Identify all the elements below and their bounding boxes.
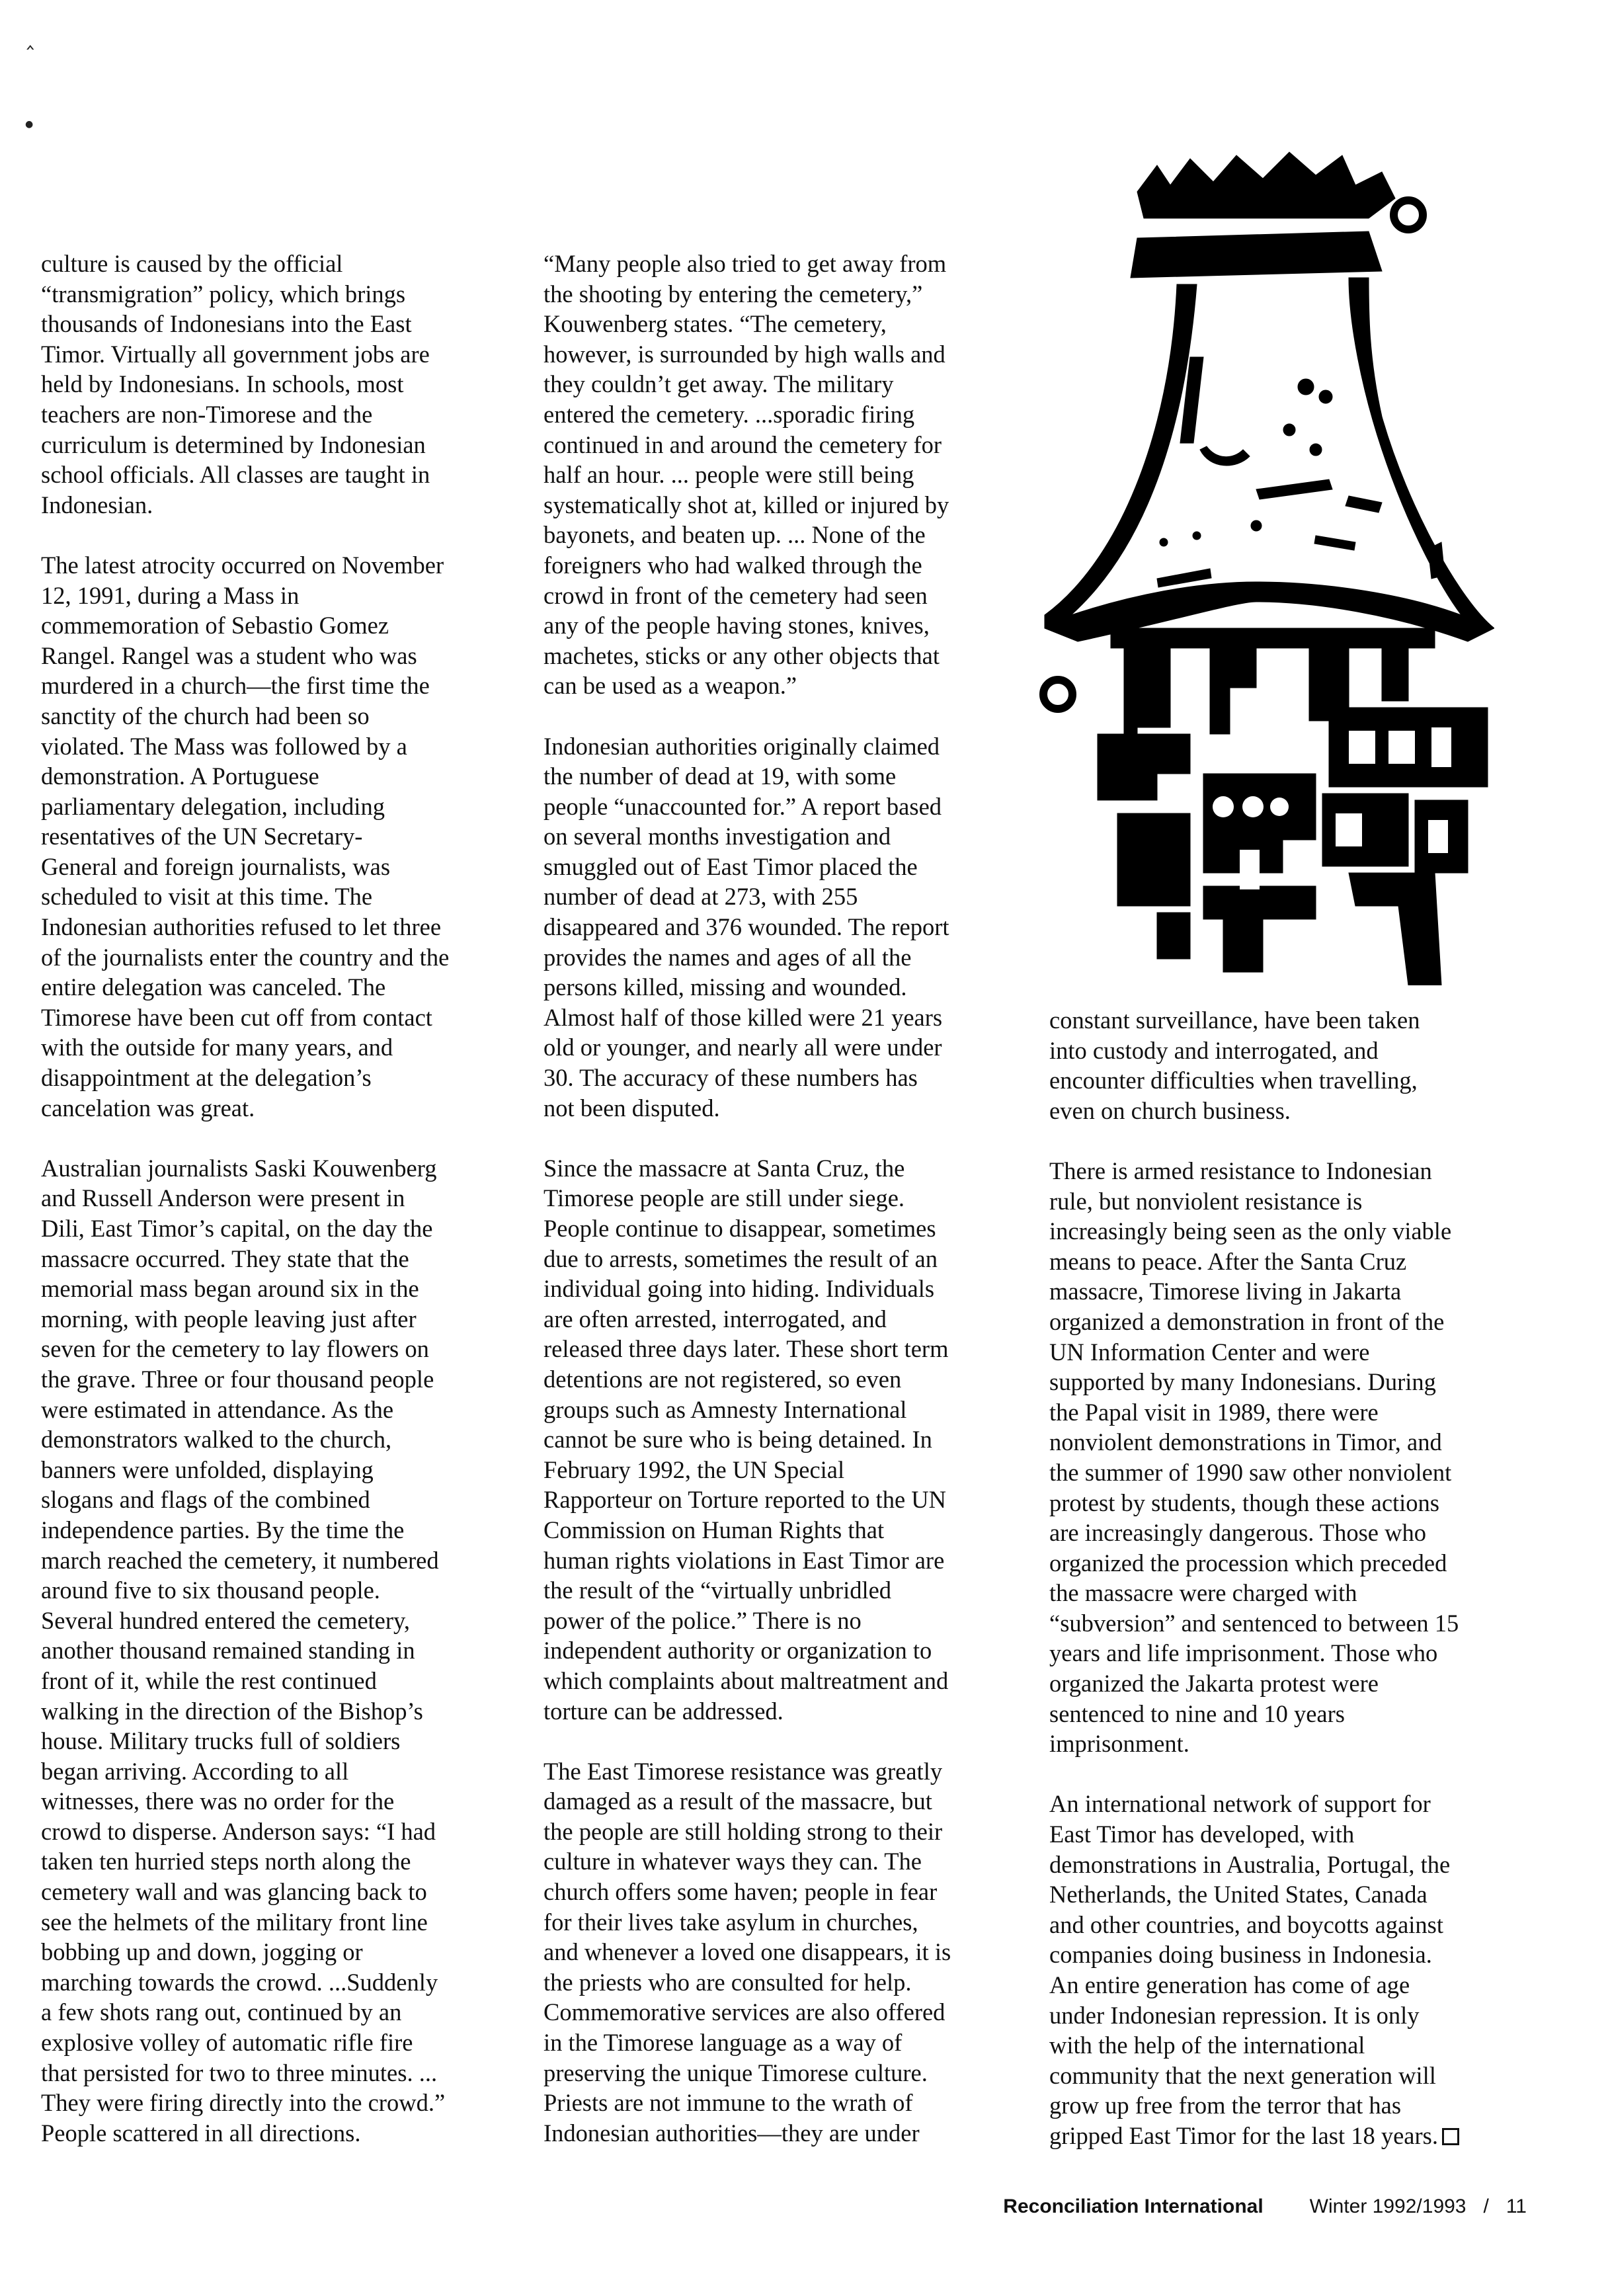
text-line: teachers are non-Timorese and the [41,400,373,428]
text-line: increasingly being seen as the only viable [1049,1217,1452,1245]
text-line: organized a demonstration in front of the [1049,1307,1445,1335]
text-line: due to arrests, sometimes the result of an [543,1245,938,1272]
text-line: Commemorative services are also offered [543,1998,945,2026]
text-line: not been disputed. [543,1094,720,1122]
text-line: number of dead at 273, with 255 [543,883,858,911]
footer-separator: / [1483,2195,1489,2217]
text-line: crowd in front of the cemetery had seen [543,581,928,609]
text-line: the number of dead at 19, with some [543,762,897,790]
text-line: Timorese have been cut off from contact [41,1003,432,1031]
text-line: with the help of the international [1049,2031,1365,2059]
text-line: smuggled out of East Timor placed the [543,852,918,880]
paragraph [41,249,449,520]
text-line: Timor. Virtually all government jobs are [41,340,430,368]
text-line: the massacre were charged with [1049,1579,1357,1607]
text-line: encounter difficulties when travelling, [1049,1067,1418,1094]
text-line: half an hour. ... people were still being [543,461,914,489]
text-line: human rights violations in East Timor are [543,1546,945,1574]
text-line: culture is caused by the official [41,250,343,277]
text-line: Dili, East Timor’s capital, on the day the [41,1215,433,1242]
text-line: Rangel. Rangel was a student who was [41,641,417,669]
text-line: crowd to disperse. Anderson says: “I had [41,1817,436,1845]
text-line: detentions are not registered, so even [543,1365,902,1393]
text-line: damaged as a result of the massacre, but [543,1787,932,1815]
text-line: disappeared and 376 wounded. The report [543,913,949,941]
text-line: on several months investigation and [543,823,891,850]
text-line: The latest atrocity occurred on November [41,551,444,579]
text-line: organized the Jakarta protest were [1049,1670,1379,1698]
text-line: sanctity of the church had been so [41,702,370,729]
text-line: An entire generation has come of age [1049,1971,1410,1998]
text-line: February 1992, the UN Special [543,1456,845,1483]
text-line: bobbing up and down, jogging or [41,1938,363,1966]
text-line: “Many people also tried to get away from [543,250,947,277]
text-line: they couldn’t get away. The military [543,370,894,398]
text-line: gripped East Timor for the last 18 years. [1049,2121,1459,2151]
text-column-middle [543,249,951,2148]
text-line: imprisonment. [1049,1730,1189,1758]
text-line: into custody and interrogated, and [1049,1036,1379,1064]
text-line: Indonesian authorities originally claimed [543,732,940,760]
text-line: Australian journalists Saski Kouwenberg [41,1154,437,1182]
text-line: released three days later. These short term [543,1335,949,1363]
text-line: machetes, sticks or any other objects that [543,641,940,669]
text-line: cancelation was great. [41,1094,255,1122]
text-line: An international network of support for [1049,1790,1431,1818]
paragraph [543,1153,951,1726]
text-line: house. Military trucks full of soldiers [41,1727,401,1755]
text-line: any of the people having stones, knives, [543,612,930,639]
text-line: Indonesian authorities—they are under [543,2119,920,2147]
text-line: people “unaccounted for.” A report based [543,792,942,820]
text-line: cannot be sure who is being detained. In [543,1426,932,1454]
text-line: torture can be addressed. [543,1697,784,1725]
text-line: of the journalists enter the country and the [41,943,450,971]
paragraph [543,1756,951,2149]
text-line: organized the procession which preceded [1049,1549,1447,1577]
text-column-right [1049,1005,1459,2151]
text-line: People scattered in all directions. [41,2119,361,2147]
text-line: People continue to disappear, sometimes [543,1215,936,1242]
text-line: preserving the unique Timorese culture. [543,2059,928,2086]
text-line: groups such as Amnesty International [543,1395,907,1423]
text-line: continued in and around the cemetery for [543,430,942,458]
text-line: individual going into hiding. Individuals [543,1275,935,1303]
text-line: years and life imprisonment. Those who [1049,1639,1438,1667]
paragraph [1049,1156,1459,1759]
text-line: which complaints about maltreatment and [543,1666,949,1694]
text-line: the result of the “virtually unbridled [543,1577,892,1604]
text-line: sentenced to nine and 10 years [1049,1700,1345,1727]
text-line: the grave. Three or four thousand people [41,1365,434,1393]
text-line: General and foreign journalists, was [41,852,391,880]
text-line: independence parties. By the time the [41,1516,405,1543]
sacred-house-icon [1043,152,1494,985]
publication-name: Reconciliation International [1003,2195,1264,2217]
text-line: Rapporteur on Torture reported to the UN [543,1486,946,1514]
text-line: systematically shot at, killed or injured by [543,491,949,518]
text-line: however, is surrounded by high walls and [543,340,945,368]
text-line: entered the cemetery. ...sporadic firing [543,400,915,428]
text-line: 30. The accuracy of these numbers has [543,1064,918,1092]
page-footer [1003,2195,1527,2218]
text-line: “transmigration” policy, which brings [41,280,406,308]
text-line: constant surveillance, have been taken [1049,1006,1420,1034]
end-mark-icon [1442,2128,1459,2145]
text-line: Netherlands, the United States, Canada [1049,1881,1427,1908]
text-line: another thousand remained standing in [41,1637,415,1664]
text-line: walking in the direction of the Bishop’s [41,1697,423,1725]
text-line: demonstration. A Portuguese [41,762,319,790]
text-line: entire delegation was canceled. The [41,973,386,1001]
text-line: rule, but nonviolent resistance is [1049,1187,1363,1215]
text-line: memorial mass began around six in the [41,1275,419,1303]
text-line: Kouwenberg states. “The cemetery, [543,310,887,338]
text-line: the summer of 1990 saw other nonviolent [1049,1458,1452,1486]
text-line: witnesses, there was no order for the [41,1787,395,1815]
paragraph [41,550,449,1123]
text-line: They were firing directly into the crowd.” [41,2089,446,2117]
text-line: the Papal visit in 1989, there were [1049,1398,1379,1426]
text-line: morning, with people leaving just after [41,1305,417,1332]
text-line: are increasingly dangerous. Those who [1049,1519,1426,1547]
page-number: 11 [1506,2195,1527,2217]
text-line: were estimated in attendance. As the [41,1395,394,1423]
text-line: slogans and flags of the combined [41,1486,370,1514]
text-line: even on church business. [1049,1096,1291,1124]
text-line: the people are still holding strong to their [543,1817,943,1845]
text-line: Indonesian authorities refused to let three [41,913,442,941]
text-column-left [41,249,449,2148]
text-line: curriculum is determined by Indonesian [41,430,426,458]
text-line: seven for the cemetery to lay flowers on [41,1335,429,1363]
issue-date: Winter 1992/1993 [1309,2195,1467,2217]
text-line: around five to six thousand people. [41,1577,380,1604]
paragraph [543,731,951,1124]
text-line: in the Timorese language as a way of [543,2029,903,2057]
text-line: Priests are not immune to the wrath of [543,2089,913,2117]
text-line: foreigners who had walked through the [543,551,922,579]
text-line: supported by many Indonesians. During [1049,1368,1436,1396]
text-line: commemoration of Sebastio Gomez [41,612,389,639]
text-line: the priests who are consulted for help. [543,1968,912,1996]
text-line: cemetery wall and was glancing back to [41,1878,427,1906]
text-line: companies doing business in Indonesia. [1049,1941,1432,1969]
text-line: 12, 1991, during a Mass in [41,581,300,609]
text-line: protest by students, though these actions [1049,1489,1440,1516]
text-line: school officials. All classes are taught in [41,461,430,489]
text-line: march reached the cemetery, it numbered [41,1546,439,1574]
text-line: see the helmets of the military front line [41,1908,428,1936]
text-line: independent authority or organization to [543,1637,932,1664]
text-line: massacre occurred. They state that the [41,1245,409,1272]
text-line: murdered in a church—the first time the [41,672,430,700]
text-line: persons killed, missing and wounded. [543,973,907,1001]
text-line: and whenever a loved one disappears, it is [543,1938,951,1966]
scan-mark: ‸ [26,24,34,50]
text-line: for their lives take asylum in churches, [543,1908,918,1936]
text-line: provides the names and ages of all the [543,943,912,971]
text-line: held by Indonesians. In schools, most [41,370,404,398]
scan-mark: ● [25,119,34,130]
text-line: scheduled to visit at this time. The [41,883,373,911]
text-line: Several hundred entered the cemetery, [41,1606,411,1634]
text-line: and other countries, and boycotts against [1049,1910,1444,1938]
text-line: UN Information Center and were [1049,1338,1370,1366]
text-line: grow up free from the terror that has [1049,2092,1402,2119]
paragraph [41,1153,449,2149]
text-line: and Russell Anderson were present in [41,1184,405,1212]
paragraph [1049,1005,1459,1126]
text-line: bayonets, and beaten up. ... None of the [543,521,926,549]
text-line: There is armed resistance to Indonesian [1049,1157,1432,1184]
text-line: demonstrations in Australia, Portugal, the [1049,1850,1451,1878]
text-line: church offers some haven; people in fear [543,1878,938,1906]
text-line: the shooting by entering the cemetery,” [543,280,923,308]
text-line: nonviolent demonstrations in Timor, and [1049,1428,1442,1456]
text-line: Almost half of those killed were 21 years [543,1003,943,1031]
text-line: are often arrested, interrogated, and [543,1305,887,1332]
text-line: banners were unfolded, displaying [41,1456,374,1483]
text-line: The East Timorese resistance was greatly [543,1757,943,1785]
sacred-house-illustration [1038,139,1494,985]
text-line: culture in whatever ways they can. The [543,1848,922,1875]
paragraph [1049,1789,1459,2151]
paragraph [543,249,951,701]
text-line: began arriving. According to all [41,1757,349,1785]
text-line: marching towards the crowd. ...Suddenly [41,1968,438,1996]
text-line: disappointment at the delegation’s [41,1064,372,1092]
text-line: demonstrators walked to the church, [41,1426,392,1454]
text-line: thousands of Indonesians into the East [41,310,412,338]
text-line: massacre, Timorese living in Jakarta [1049,1278,1402,1305]
text-line: front of it, while the rest continued [41,1666,377,1694]
text-line: community that the next generation will [1049,2061,1436,2089]
text-line: parliamentary delegation, including [41,792,385,820]
text-line: Commission on Human Rights that [543,1516,885,1543]
text-line: “subversion” and sentenced to between 15 [1049,1609,1459,1637]
text-line: explosive volley of automatic rifle fire [41,2029,413,2057]
text-line: Since the massacre at Santa Cruz, the [543,1154,905,1182]
text-line: with the outside for many years, and [41,1034,393,1061]
text-line: can be used as a weapon.” [543,672,797,700]
text-line: East Timor has developed, with [1049,1821,1355,1848]
text-line: Indonesian. [41,491,153,518]
text-line: that persisted for two to three minutes. ... [41,2059,438,2086]
text-line: violated. The Mass was followed by a [41,732,407,760]
text-line: taken ten hurried steps north along the [41,1848,411,1875]
text-line: under Indonesian repression. It is only [1049,2001,1420,2029]
text-line: resentatives of the UN Secretary- [41,823,363,850]
text-line: means to peace. After the Santa Cruz [1049,1247,1407,1275]
text-line: old or younger, and nearly all were under [543,1034,942,1061]
text-line: power of the police.” There is no [543,1606,862,1634]
text-line: a few shots rang out, continued by an [41,1998,402,2026]
text-line: Timorese people are still under siege. [543,1184,905,1212]
